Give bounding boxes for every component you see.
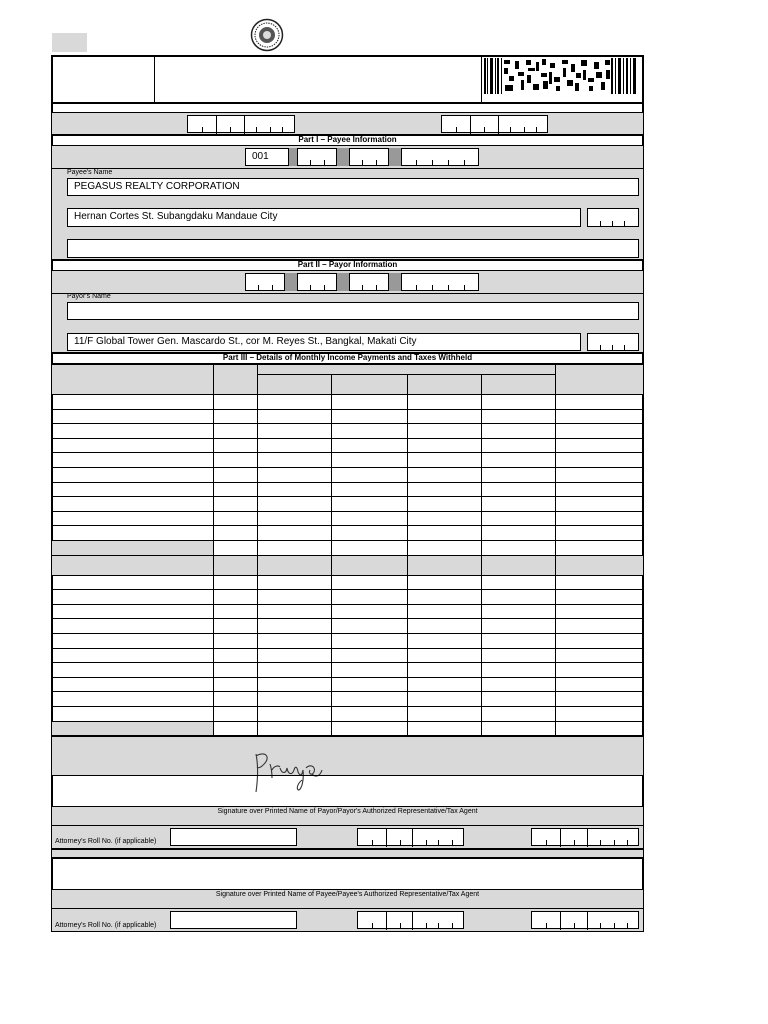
payee-tin-part2[interactable] bbox=[349, 148, 389, 166]
handwritten-signature bbox=[250, 748, 325, 796]
payor-tin-part2[interactable] bbox=[297, 273, 337, 291]
part3-title: Part III – Details of Monthly Income Payments and Taxes Withheld bbox=[222, 353, 473, 362]
payee-expiry-date-field[interactable] bbox=[531, 911, 639, 929]
income-payments-table bbox=[52, 365, 643, 736]
table-grid-line bbox=[331, 374, 332, 394]
table-grid-line bbox=[555, 394, 556, 735]
table-grid-line bbox=[213, 394, 214, 735]
table-grid-line bbox=[213, 365, 214, 394]
payor-name-label: Payor's Name bbox=[67, 293, 111, 300]
table-grid-line bbox=[257, 365, 258, 394]
period-from-field[interactable] bbox=[187, 115, 295, 133]
table-grid-line bbox=[555, 365, 556, 394]
payee-tin-part1[interactable] bbox=[297, 148, 337, 166]
table-grid-line bbox=[481, 374, 482, 394]
payor-tin-part4[interactable] bbox=[401, 273, 479, 291]
payee-tin-part3[interactable] bbox=[401, 148, 479, 166]
form-number-box bbox=[52, 33, 87, 52]
table-grid-line bbox=[257, 374, 555, 375]
table-grid-line bbox=[52, 722, 213, 736]
table-grid-line bbox=[407, 374, 408, 394]
payee-name-label: Payee's Name bbox=[67, 169, 113, 176]
payor-issue-date-field[interactable] bbox=[357, 828, 464, 846]
barcode-icon bbox=[484, 58, 636, 94]
payee-attorney-label: Attorney's Roll No. (if applicable) bbox=[55, 922, 157, 929]
payee-foreign-address-field[interactable] bbox=[67, 239, 639, 258]
payee-attorney-field[interactable] bbox=[170, 911, 297, 929]
period-to-field[interactable] bbox=[441, 115, 548, 133]
payor-zip-field[interactable] bbox=[587, 333, 639, 351]
payor-tin-part1[interactable] bbox=[245, 273, 285, 291]
table-grid-line bbox=[257, 394, 258, 735]
payor-tin-part3[interactable] bbox=[349, 273, 389, 291]
table-grid-line bbox=[407, 394, 408, 735]
table-grid-line bbox=[52, 541, 213, 555]
table-grid-line bbox=[481, 394, 482, 735]
payee-zip-field[interactable] bbox=[587, 208, 639, 227]
payor-attorney-label: Attorney's Roll No. (if applicable) bbox=[55, 838, 157, 845]
payor-name-field[interactable] bbox=[67, 302, 639, 320]
part2-title: Part II – Payor Information bbox=[297, 260, 398, 269]
payee-name-field[interactable]: PEGASUS REALTY CORPORATION bbox=[67, 178, 639, 196]
payor-expiry-date-field[interactable] bbox=[531, 828, 639, 846]
payor-signature-caption: Signature over Printed Name of Payor/Payor's Authorized Representative/Tax Agent bbox=[52, 807, 643, 825]
table-grid-line bbox=[331, 394, 332, 735]
payor-attorney-field[interactable] bbox=[170, 828, 297, 846]
bir-seal-icon bbox=[250, 18, 284, 52]
payee-address-field[interactable]: Hernan Cortes St. Subangdaku Mandaue City bbox=[67, 208, 581, 227]
payee-issue-date-field[interactable] bbox=[357, 911, 464, 929]
payee-tin-branch-field[interactable]: 001 bbox=[245, 148, 289, 166]
part1-title: Part I – Payee Information bbox=[298, 135, 397, 144]
payor-address-field[interactable]: 11/F Global Tower Gen. Mascardo St., cor M. Reyes St., Bangkal, Makati City bbox=[67, 333, 581, 351]
payee-signature-caption: Signature over Printed Name of Payee/Payee's Authorized Representative/Tax Agent bbox=[52, 890, 643, 908]
